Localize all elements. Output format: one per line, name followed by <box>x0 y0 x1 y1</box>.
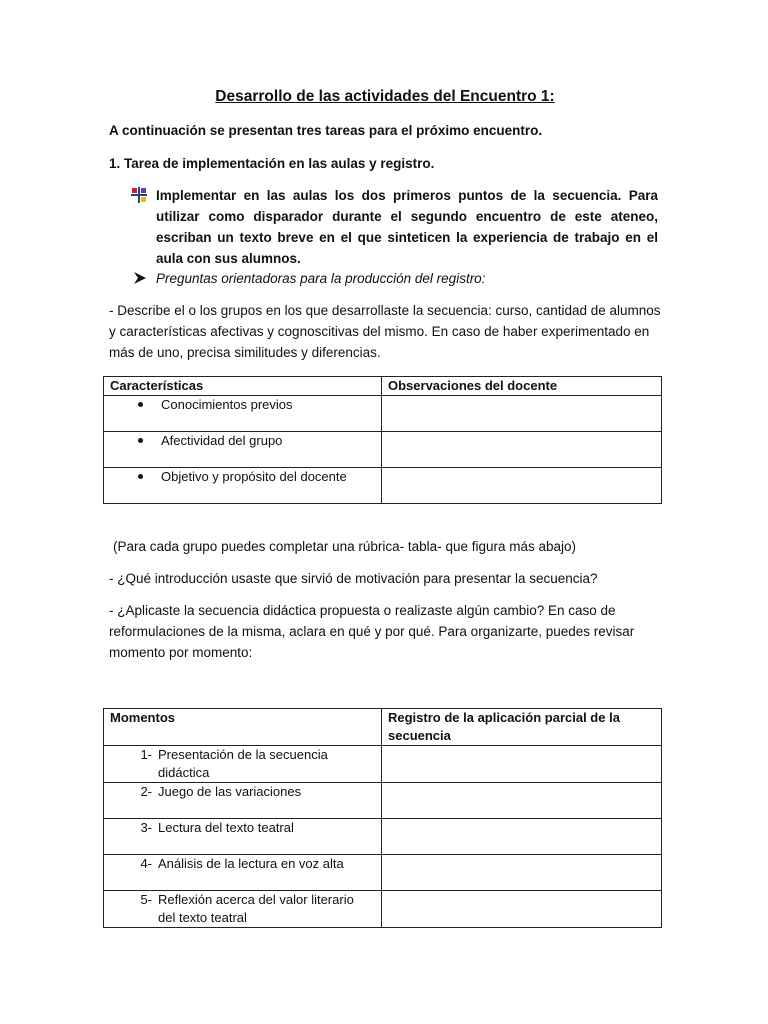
table-row <box>104 746 662 783</box>
guiding-questions-label: Preguntas orientadoras para la producción del registro: <box>156 271 486 286</box>
table1-row-label: Conocimientos previos <box>161 397 293 412</box>
moment-number: 4- <box>140 856 152 871</box>
record-cell[interactable] <box>382 819 662 855</box>
table1-row-label: Afectividad del grupo <box>161 433 283 448</box>
document-title: Desarrollo de las actividades del Encuentro 1: <box>215 88 555 105</box>
moments-table <box>103 708 662 928</box>
record-cell[interactable] <box>382 783 662 819</box>
rubric-note: (Para cada grupo puedes completar una rúbrica- tabla- que figura más abajo) <box>113 539 577 554</box>
moment-label: Juego de las variaciones <box>158 784 302 799</box>
table1-row-label: Objetivo y propósito del docente <box>161 469 347 484</box>
implementation-text: Implementar en las aulas los dos primeros puntos de la secuencia. Para utilizar como disparador durante el segundo encuentro de este ateneo, escriban un texto breve en el que sinteticen la experiencia de trabajo en el aula con sus alumnos. <box>156 188 658 266</box>
question-sequence-changes: - ¿Aplicaste la secuencia didáctica propuesta o realizaste algún cambio? En caso de reformulaciones de la misma, aclara en qué y por qué. Para organizarte, puedes revisar momento por momento: <box>109 603 635 660</box>
table2-header-record: Registro de la aplicación parcial de la secuencia <box>382 709 662 746</box>
moment-number: 2- <box>140 784 152 799</box>
moment-label: Reflexión acerca del valor literario del texto teatral <box>158 892 354 925</box>
describe-paragraph: - Describe el o los grupos en los que desarrollaste la secuencia: curso, cantidad de alumnos y características afectivas y cognoscitivas del mismo. En caso de haber experimentado en más de uno, precisa similitudes y diferencias. <box>109 303 661 360</box>
table-row <box>104 396 662 432</box>
moment-label: Lectura del texto teatral <box>158 820 294 835</box>
record-cell[interactable] <box>382 746 662 783</box>
table-row <box>104 891 662 928</box>
bullet-dot-icon <box>138 474 143 479</box>
moment-number: 5- <box>140 892 152 907</box>
observation-cell[interactable] <box>382 468 662 504</box>
table-row <box>104 855 662 891</box>
table1-header-observations: Observaciones del docente <box>382 377 662 396</box>
observation-cell[interactable] <box>382 396 662 432</box>
table1-header-characteristics: Características <box>104 377 382 396</box>
record-cell[interactable] <box>382 891 662 928</box>
task-1-heading: 1. Tarea de implementación en las aulas y registro. <box>109 156 435 171</box>
question-introduction: - ¿Qué introducción usaste que sirvió de motivación para presentar la secuencia? <box>109 571 598 586</box>
moment-number: 3- <box>140 820 152 835</box>
characteristics-table <box>103 376 662 504</box>
moment-label: Presentación de la secuencia didáctica <box>158 747 328 780</box>
moment-label: Análisis de la lectura en voz alta <box>158 856 344 871</box>
record-cell[interactable] <box>382 855 662 891</box>
table2-header-moments: Momentos <box>104 709 382 746</box>
bullet-dot-icon <box>138 402 143 407</box>
intro-paragraph: A continuación se presentan tres tareas para el próximo encuentro. <box>109 123 543 138</box>
table-row <box>104 468 662 504</box>
moment-number: 1- <box>140 747 152 762</box>
table-row <box>104 783 662 819</box>
bullet-dot-icon <box>138 438 143 443</box>
colored-bullet-icon <box>131 187 147 203</box>
table-row <box>104 819 662 855</box>
observation-cell[interactable] <box>382 432 662 468</box>
arrow-bullet-icon <box>133 271 147 285</box>
table-row <box>104 432 662 468</box>
